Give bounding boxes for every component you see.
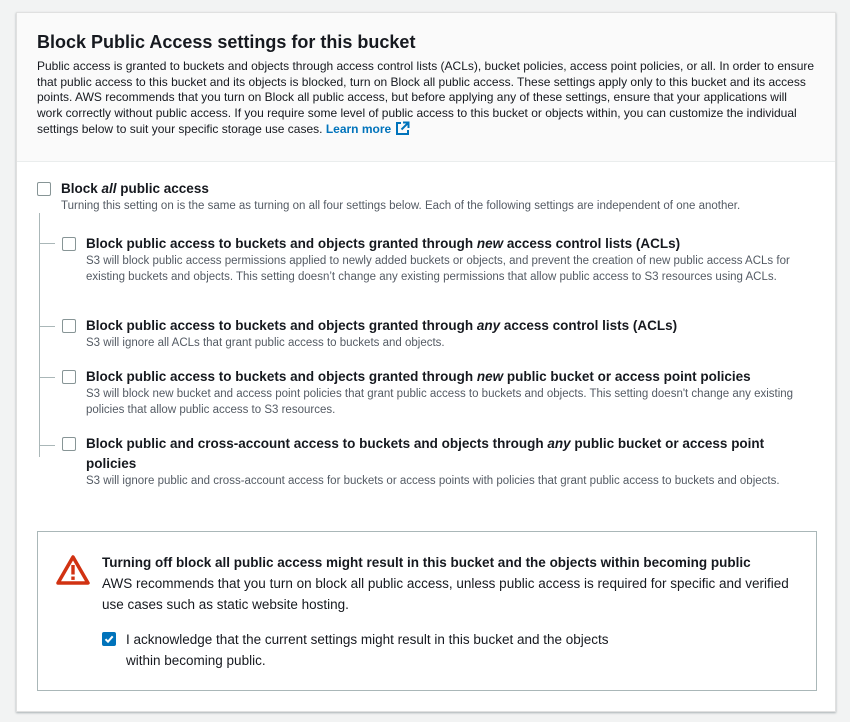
option-description: S3 will block public access permissions applied to newly added buckets or objects, and prevent the creation of new public access ACLs for existing buckets and objects. This setting doesn’t change any existing permissions that allow public access to S3 resources using ACLs. xyxy=(86,255,790,283)
panel-description xyxy=(37,59,815,141)
option-any-policies[interactable] xyxy=(62,434,817,490)
block-all-checkbox[interactable] xyxy=(37,182,51,196)
option-title: Block public access to buckets and objects granted through new public bucket or access point policies xyxy=(86,369,751,384)
external-link-icon xyxy=(395,121,410,141)
warning-title: Turning off block all public access might result in this bucket and the objects within becoming public xyxy=(102,555,751,570)
block-public-access-panel xyxy=(16,12,836,712)
block-all-option[interactable] xyxy=(37,179,817,215)
option-any-policies-checkbox[interactable] xyxy=(62,437,76,451)
tree-branch xyxy=(39,377,55,378)
tree-branch xyxy=(39,445,55,446)
panel-header xyxy=(17,13,835,162)
panel-title: Block Public Access settings for this bucket xyxy=(37,32,416,52)
tree-branch xyxy=(39,326,55,327)
option-description: S3 will ignore public and cross-account access for buckets or access points with policies that grant public access to buckets and objects. xyxy=(86,475,780,487)
option-any-acls-checkbox[interactable] xyxy=(62,319,76,333)
tree-connector xyxy=(39,213,40,457)
block-all-title: Block all public access xyxy=(61,181,209,196)
option-title: Block public access to buckets and objects granted through any access control lists (ACLs) xyxy=(86,318,678,333)
option-title: Block public and cross-account access to buckets and objects through any public bucket or access point policies xyxy=(86,436,765,471)
option-new-policies-checkbox[interactable] xyxy=(62,370,76,384)
acknowledge-checkbox[interactable] xyxy=(102,632,116,646)
option-description: S3 will ignore all ACLs that grant public access to buckets and objects. xyxy=(86,337,445,349)
option-new-acls-checkbox[interactable] xyxy=(62,237,76,251)
block-all-description: Turning this setting on is the same as turning on all four settings below. Each of the following settings are independent of one another. xyxy=(61,200,741,212)
option-new-acls[interactable] xyxy=(62,234,817,285)
checkmark-icon xyxy=(104,634,114,644)
warning-alert xyxy=(37,531,817,691)
learn-more-label: Learn more xyxy=(325,122,392,136)
option-description: S3 will block new bucket and access point policies that grant public access to buckets and objects. This setting doesn't change any existing policies that allow public access to S3 resources. xyxy=(86,388,794,416)
warning-description: AWS recommends that you turn on block all public access, unless public access is required for specific and verified use cases such as static website hosting. xyxy=(102,576,789,612)
description-text: Public access is granted to buckets and objects through access control lists (ACLs), bucket policies, access point policies, or all. In order to ensure that public access to this bucket and its objects is blocked, turn on Block all public access. These settings apply only to this bucket and its access points. AWS recommends that you turn on Block all public access, but before applying any of these settings, ensure that your applications will work correctly without public access. If you require some level of public access to this bucket or objects within, you can customize the individual settings below to suit your specific storage use cases. xyxy=(37,59,815,136)
option-any-acls[interactable] xyxy=(62,316,817,352)
learn-more-link[interactable] xyxy=(326,122,410,136)
warning-triangle-icon xyxy=(56,554,90,591)
option-new-policies[interactable] xyxy=(62,367,817,418)
option-title: Block public access to buckets and objects granted through new access control lists (ACLs) xyxy=(86,236,681,251)
acknowledge-label[interactable]: I acknowledge that the current settings might result in this bucket and the objects within becoming public. xyxy=(126,632,609,668)
tree-branch xyxy=(39,243,55,244)
